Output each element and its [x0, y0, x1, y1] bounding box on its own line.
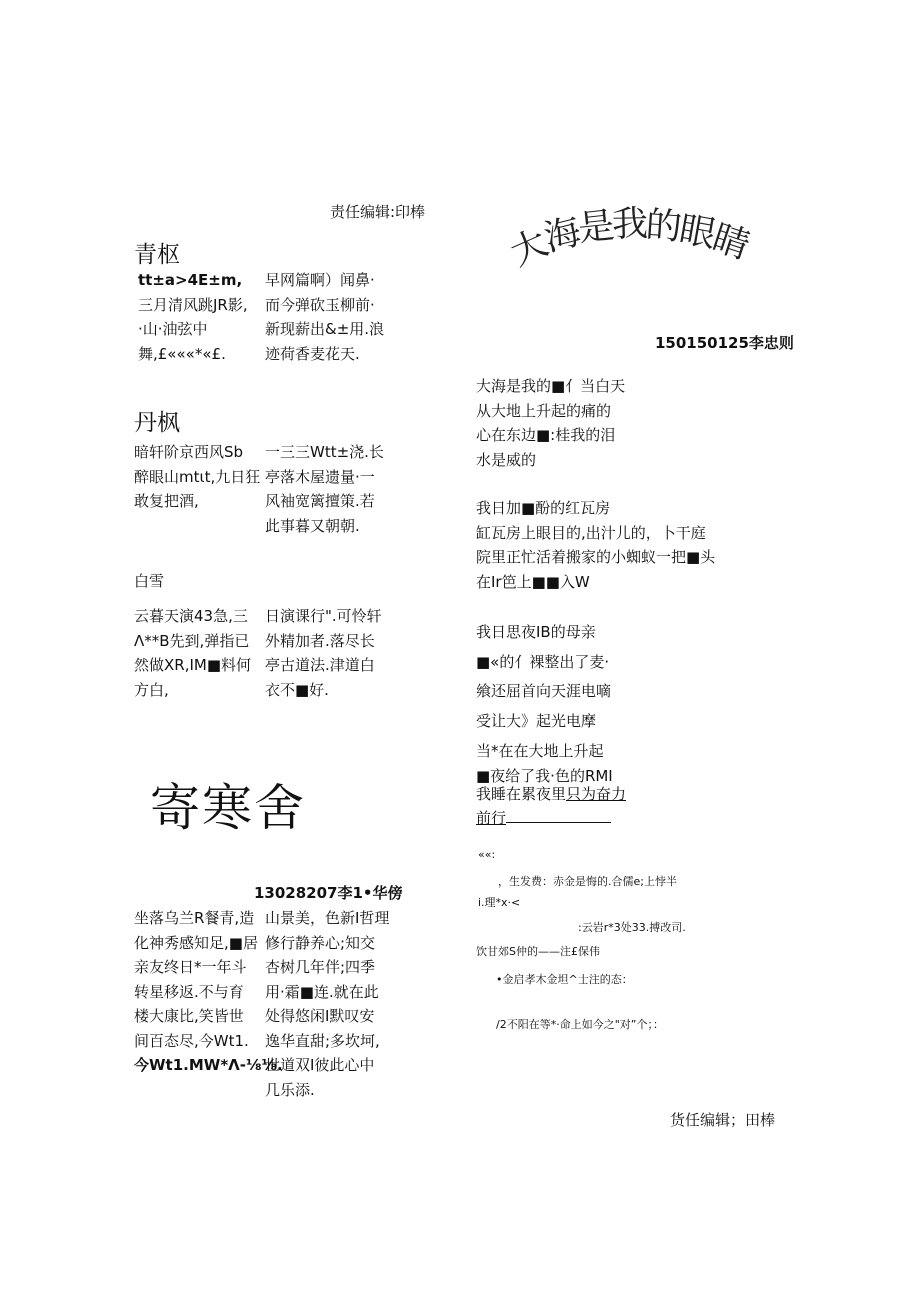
final-line-b: 只为奋力 [566, 785, 627, 803]
title-char: 睛 [707, 217, 755, 268]
stanza-2 [476, 496, 715, 594]
poem-line: 此事暮又朝朝. [265, 516, 360, 535]
poem-line: 而今弹砍玉柳前· [265, 295, 375, 314]
article-line: 逸华直甜;多坎坷, [265, 1031, 380, 1050]
poem2-col1 [134, 440, 260, 514]
poem-title-qingshu: 青枢 [134, 242, 180, 268]
note-line: i.理*x·< [478, 896, 521, 909]
poem-line: 暗轩阶京西风Sb [134, 443, 244, 461]
final-line-a: 我睡在累夜里 [476, 785, 567, 803]
poem-title-baixue: 白雪 [134, 572, 165, 590]
article-line: 杏树几年伴;四季 [265, 958, 376, 976]
poem-line: 醉眼山mtιt,九日狂 [134, 467, 261, 486]
editor-credit-top: 责任编辑:印棒 [330, 203, 426, 221]
poem-line: 迹荷香麦花天. [265, 344, 360, 363]
stanza-line: 缸瓦房上眼目的,出汁儿的，卜干庭 [476, 523, 706, 542]
poem-line: 敢复把酒, [134, 492, 199, 510]
article-col2 [265, 906, 389, 1102]
poem-line: 亭古道法.津道白 [265, 656, 375, 674]
article-line: 亲友终日*一年斗 [134, 958, 247, 976]
article-line: 化神秀感知足,■居 [134, 933, 258, 952]
poem2-col2 [265, 440, 384, 538]
arched-title [504, 190, 770, 275]
poem-byline: 150150125李忠则 [655, 334, 794, 352]
article-line: 间百态尽,今Wt1. [134, 1031, 249, 1050]
article-title: 寄寒舍 [150, 779, 306, 837]
title-char: 是 [576, 205, 617, 250]
article-line: 几乐添. [265, 1080, 315, 1099]
poem-line: tt±a>4E±m, [138, 271, 243, 289]
underline-rule [506, 808, 611, 823]
poem1-col1 [138, 268, 248, 366]
stanza-line: 心在东边■:桂我的泪 [476, 426, 616, 444]
poem-line: 衣不■好. [265, 680, 329, 699]
poem-line: 日演课行".可怜轩 [265, 607, 382, 625]
poem-line: 外精加者.落尽长 [265, 631, 375, 650]
note-line: •金启孝木金坦^士注的态： [496, 973, 633, 986]
stanza-line: ■«的亻裸整出了麦· [476, 652, 610, 671]
editor-credit-bottom: 货任编辑；田棒 [670, 1111, 776, 1129]
poem-line: ·山·油弦中 [138, 320, 208, 338]
article-line: 世道双I彼此心中 [265, 1056, 375, 1074]
article-line: 楼大康比,笑皆世 [134, 1007, 244, 1025]
stanza-line: 当*在在大地上升起 [476, 742, 604, 760]
title-char: 大 [504, 222, 555, 275]
poem-line: 新现薪出&±用.浪 [265, 320, 385, 338]
title-char: 眼 [676, 209, 719, 256]
stanza-1 [476, 374, 625, 472]
article-byline: 13028207李1•华傍 [254, 884, 403, 902]
poem-line: 云暮天演43急,三 [134, 607, 248, 625]
stanza-line: 我日加■酚的红瓦房 [476, 499, 611, 517]
stanza-3 [476, 618, 613, 788]
poem-line: 风袖宽篱擅策.若 [265, 492, 375, 510]
note-line: ««: [478, 848, 496, 861]
stanza-line: 从大地上升起的痛的 [476, 401, 612, 420]
stanza-line: 我日思夜IB的母亲 [476, 623, 596, 641]
poem-title-danfeng: 丹枫 [134, 410, 180, 436]
stanza-final [476, 782, 626, 830]
stanza-line: 受让大》起光电摩 [476, 711, 597, 730]
stanza-line: 院里正忙活着搬家的小蜘蚁一把■头 [476, 548, 716, 566]
poem-line: 然做XR,IM■料何 [134, 656, 252, 674]
stanza-line: ■夜给了我·色的RMI [476, 766, 613, 785]
stanza-line: 大海是我的■亻当白天 [476, 377, 626, 395]
article-line: 坐落乌兰R餐青,造 [134, 909, 255, 927]
stanza-line: 在Ir笆上■■入W [476, 572, 590, 591]
stanza-line: 飨还屈首向天涯电嘀 [476, 682, 612, 700]
article-line: 处得悠闲I默叹安 [265, 1007, 375, 1025]
note-line: ，生发费：赤金是悔的.合儒e;上悖半 [498, 875, 677, 888]
poem-line: 舞,£«««*«£. [138, 344, 226, 363]
poem-line: Λ**B先到,弹指已 [134, 631, 250, 650]
note-line: 饮甘郊S仲的——注£保伟 [476, 945, 600, 958]
article-line: 今Wt1.MW*Λ-⅛⅛. [134, 1056, 283, 1074]
final-line-c: 前行 [476, 809, 507, 827]
title-char: 我 [611, 203, 649, 246]
article-line: 山景美，色新I哲理 [265, 909, 390, 927]
poem3-col2 [265, 604, 382, 702]
article-col1 [134, 906, 283, 1078]
poem-line: 方白, [134, 680, 169, 699]
poem-line: 三月清风跳JR影, [138, 295, 248, 314]
title-char: 海 [540, 211, 586, 260]
article-line: 修行静养心;知交 [265, 933, 376, 952]
article-line: 用·霜■连.就在此 [265, 982, 379, 1001]
title-char: 的 [644, 204, 684, 249]
note-line: /2不阳在等*·命上如今之"对”个；： [496, 1018, 664, 1031]
stanza-line: 水是威的 [476, 450, 537, 469]
poem1-col2 [265, 268, 384, 366]
poem-line: 早网篇啊）闻鼻· [265, 271, 375, 289]
note-line: :云岩r*3处33.搏改司. [578, 921, 686, 934]
poem3-col1 [134, 604, 251, 702]
article-line: 转星移返.不与育 [134, 982, 244, 1001]
poem-line: 亭落木屋遗量·一 [265, 467, 375, 486]
poem-line: 一三三Wtt±浇.长 [265, 443, 384, 461]
